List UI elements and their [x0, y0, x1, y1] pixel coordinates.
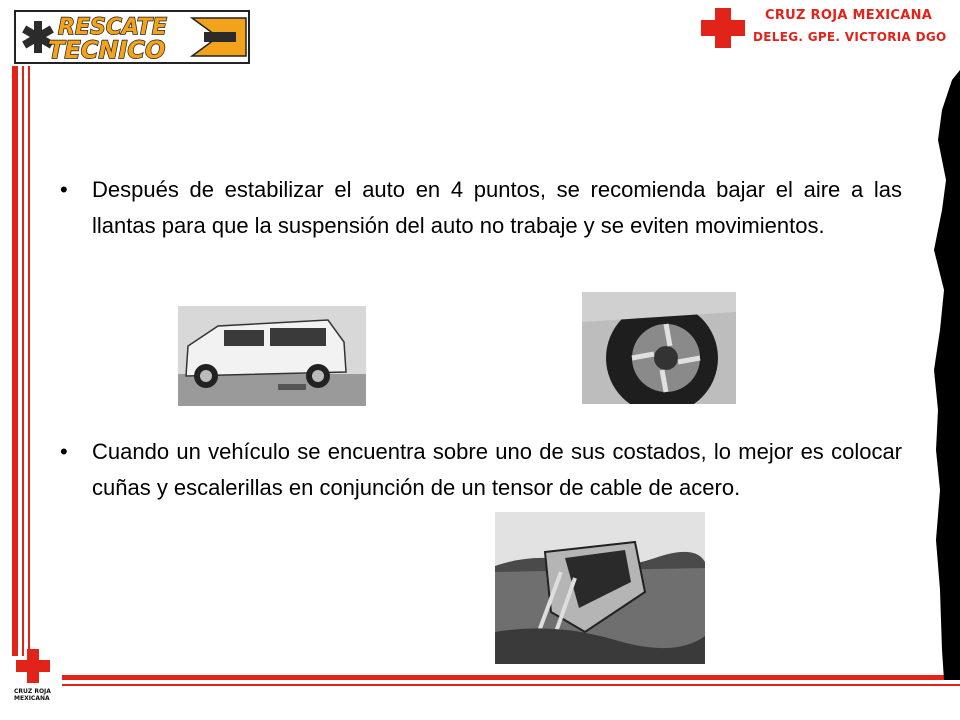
footer-line2: MEXICANA [14, 695, 50, 702]
bullet-point [60, 172, 910, 292]
bullet-text: Cuando un vehículo se encuentra sobre uno de sus costados, lo mejor es colocar cuñas y escalerillas en conjunción de un tensor de cable de acero. [92, 439, 902, 500]
frame-line-left [28, 66, 30, 656]
tire-photo [582, 292, 736, 404]
footer-line1: CRUZ ROJA [14, 688, 51, 695]
rescate-tecnico-logo [14, 10, 250, 64]
red-cross-icon [14, 648, 52, 684]
bullet-symbol: • [60, 439, 68, 464]
van-photo [178, 306, 366, 406]
frame-line-left [22, 66, 24, 656]
red-cross-icon [698, 6, 748, 50]
frame-line-bottom [62, 675, 960, 680]
org-delegation: DELEG. GPE. VICTORIA DGO [753, 30, 947, 44]
logo-line2: TECNICO [48, 36, 166, 64]
bullet-symbol: • [60, 177, 68, 202]
org-name: CRUZ ROJA MEXICANA [765, 8, 933, 23]
footer-org-label [14, 688, 51, 702]
overturned-car-photo [495, 512, 705, 664]
logo-line1: RESCATE [58, 15, 167, 40]
frame-line-left [12, 66, 18, 656]
edge-silhouette [922, 70, 960, 680]
frame-line-bottom [62, 684, 960, 686]
bullet-text: Después de estabilizar el auto en 4 puntos, se recomienda bajar el aire a las llantas para que la suspensión del auto no trabaje y se eviten movimientos. [92, 177, 902, 238]
bullet-point [60, 434, 910, 554]
